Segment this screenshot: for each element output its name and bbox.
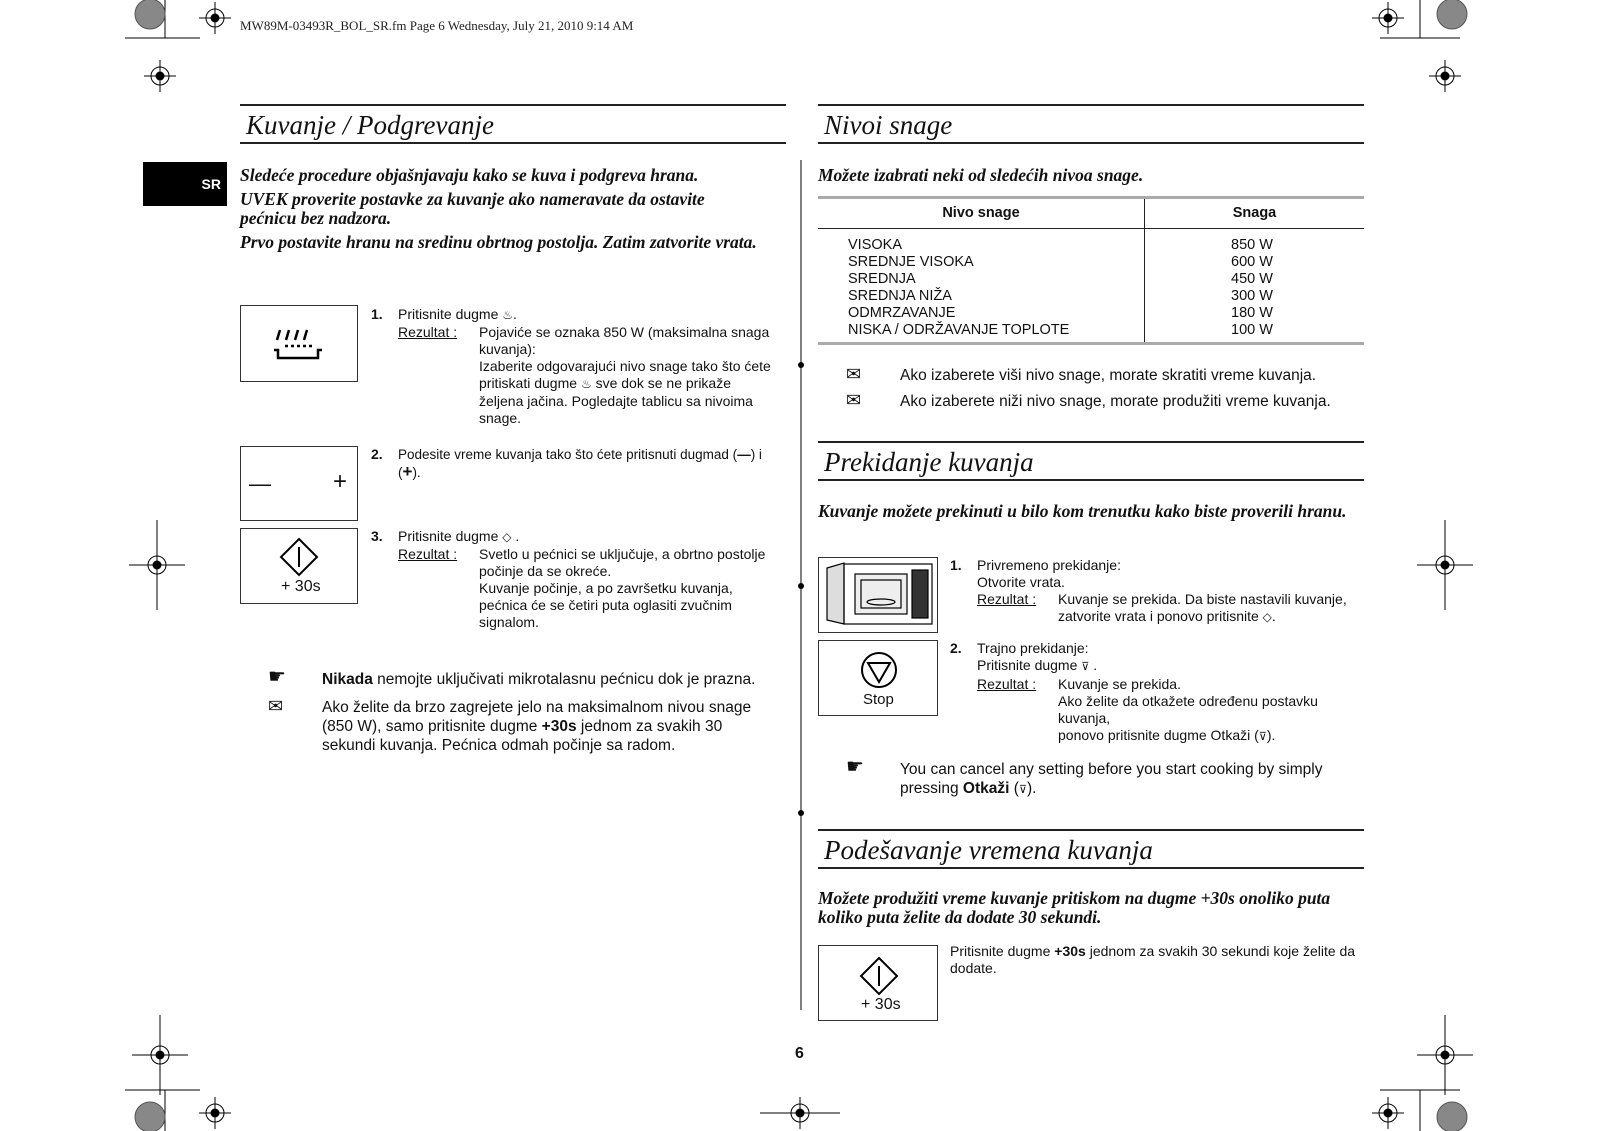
start-label: + 30s <box>861 996 901 1013</box>
result-text: Kuvanje se prekida. <box>1058 676 1181 692</box>
result-text: Pojaviće se oznaka 850 W (maksimalna snaga kuvanja): <box>479 324 770 357</box>
table-row: ODMRZAVANJE <box>848 305 956 321</box>
stop-intro: Kuvanje možete prekinuti u bilo kom trenutku kako biste proverili hranu. <box>818 501 1347 521</box>
center-dot <box>798 362 804 368</box>
step-text: Pritisnite dugme <box>398 306 503 322</box>
page-number: 6 <box>795 1045 804 1062</box>
table-row: 450 W <box>1231 271 1273 287</box>
power-tip-1: Ako izaberete viši nivo snage, morate skratiti vreme kuvanja. <box>900 367 1317 384</box>
stop-button-illustration <box>818 640 938 716</box>
result-text: Izaberite odgovarajući nivo snage tako što ćete pritiskati dugme <box>479 358 771 391</box>
intro-line: Prvo postavite hranu na sredinu obrtnog postolja. Zatim zatvorite vrata. <box>240 232 757 252</box>
level-column <box>848 237 1069 339</box>
table-header-level: Nivo snage <box>818 199 1145 229</box>
intro-line: UVEK proverite postavke za kuvanje ako nameravate da ostavite pećnicu bez nadzora. <box>240 189 705 228</box>
step-text: Trajno prekidanje: <box>977 640 1089 656</box>
stop-icon <box>860 651 898 689</box>
step-number: 3. <box>371 528 383 544</box>
result-label: Rezultat : <box>398 546 458 562</box>
power-table <box>818 196 1364 345</box>
step-text: Pritisnite dugme <box>398 528 503 544</box>
stop-icon: ⊽ <box>1018 784 1027 796</box>
note-text: jednom za svakih 30 sekundi kuvanja. Pećnica odmah počinje sa radom. <box>322 718 723 754</box>
microwave-open-door-icon <box>819 558 937 632</box>
note-text: ( <box>1009 780 1019 797</box>
table-row: VISOKA <box>848 237 902 253</box>
tip-icon: ✉ <box>846 390 862 410</box>
adjust-intro: Možete produžiti vreme kuvanje pritiskom na dugme +30s onoliko puta koliko puta želite da dodate 30 sekundi. <box>818 888 1331 927</box>
step-text: . <box>1093 657 1098 673</box>
step-text: Privremeno prekidanje: <box>977 557 1121 573</box>
intro-line: Sledeće procedure objašnjavaju kako se kuva i podgreva hrana. <box>240 165 699 185</box>
step-text: Podesite vreme kuvanja tako što ćete pritisnuti dugmad ( <box>398 447 738 462</box>
section-title-adjust-time: Podešavanje vremena kuvanja <box>818 829 1364 869</box>
power-tip-2: Ako izaberete niži nivo snage, morate produžiti vreme kuvanja. <box>900 393 1331 410</box>
table-row: 850 W <box>1231 237 1273 253</box>
tip-note <box>322 698 777 755</box>
step-1 <box>398 306 783 427</box>
table-header-power: Snaga <box>1145 199 1364 229</box>
power-column <box>1231 237 1273 339</box>
result-label: Rezultat : <box>977 676 1037 692</box>
step-text: Pritisnite dugme <box>950 943 1055 959</box>
plus-icon: + <box>333 468 348 495</box>
table-row: SREDNJA <box>848 271 916 287</box>
step-number: 2. <box>371 446 383 462</box>
start-icon: ◇ <box>502 530 512 544</box>
result-label: Rezultat : <box>977 591 1037 607</box>
stop-step-2 <box>977 640 1367 746</box>
section-title-stop-cooking: Prekidanje kuvanja <box>818 441 1364 481</box>
result-text: Kuvanje počinje, a po završetku kuvanja, pećnica će se četiri puta oglasiti zvučnim signalom. <box>479 580 733 630</box>
power-level-icon <box>241 306 359 383</box>
step-text: jednom za svakih 30 sekundi koje želite da dodate. <box>950 943 1356 976</box>
table-row: SREDNJE VISOKA <box>848 254 974 270</box>
result-label: Rezultat : <box>398 324 458 340</box>
result-text: Svetlo u pećnici se uključuje, a obrtno postolje počinje da se okreće. <box>479 546 766 579</box>
start-label: + 30s <box>281 578 321 595</box>
table-row: 600 W <box>1231 254 1273 270</box>
start-icon <box>859 956 899 996</box>
tip-icon: ✉ <box>268 696 284 716</box>
result-text: ponovo pritisnite dugme Otkaži ( <box>1058 727 1259 743</box>
center-dot <box>798 583 804 589</box>
table-row: 300 W <box>1231 288 1273 304</box>
cancel-note <box>900 760 1360 800</box>
note-text: You can cancel any setting before you start cooking by simply pressing <box>900 761 1323 797</box>
open-door-illustration <box>818 557 938 633</box>
start-icon: ◇ <box>1262 610 1272 624</box>
table-row: SREDNJA NIŽA <box>848 288 952 304</box>
tip-icon: ✉ <box>846 364 862 384</box>
minus-icon: — <box>737 447 751 462</box>
section-title-cooking: Kuvanje / Podgrevanje <box>240 104 786 144</box>
note-text: Ako želite da brzo zagrejete jelo na maksimalnom nivou snage (850 W), samo pritisnite dugme <box>322 699 752 735</box>
add-30s-button-illustration <box>818 945 938 1021</box>
section-title-power-levels: Nivoi snage <box>818 104 1364 144</box>
step-2 <box>398 446 786 481</box>
power-level-button-illustration <box>240 305 358 382</box>
note-bold: +30s <box>541 718 577 735</box>
time-buttons-illustration <box>240 446 358 521</box>
pointing-hand-icon: ☛ <box>846 756 864 778</box>
table-row: 180 W <box>1231 305 1273 321</box>
cooking-intro <box>240 166 760 257</box>
power-intro: Možete izabrati neki od sledećih nivoa snage. <box>818 165 1144 185</box>
plus-icon: + <box>402 462 413 481</box>
step-text: . <box>515 528 520 544</box>
adjust-text <box>950 943 1365 977</box>
start-icon <box>279 537 319 577</box>
result-text: sve dok se ne prikaže željena jačina. Pogledajte tablicu sa nivoima snage. <box>479 375 753 426</box>
table-row: 100 W <box>1231 322 1273 338</box>
power-level-icon: ♨ <box>580 377 592 391</box>
step-text: ) i ( <box>398 447 762 480</box>
center-dot <box>798 810 804 816</box>
language-tab: SR <box>143 162 227 206</box>
table-row: NISKA / ODRŽAVANJE TOPLOTE <box>848 322 1070 338</box>
step-text: ). <box>412 465 421 480</box>
result-text: Ako želite da otkažete određenu postavku kuvanja, <box>1058 693 1318 726</box>
start-button-illustration <box>240 528 358 604</box>
step-3 <box>398 528 786 631</box>
stop-step-1 <box>977 557 1367 626</box>
step-number: 1. <box>371 306 383 322</box>
result-text: . <box>1271 608 1276 624</box>
note-text: ). <box>1026 780 1037 797</box>
step-number: 2. <box>950 640 962 656</box>
note-bold: Nikada <box>322 671 373 688</box>
minus-icon: — <box>249 471 271 496</box>
result-text: Kuvanje se prekida. Da biste nastavili kuvanje, zatvorite vrata i ponovo pritisnite <box>1058 591 1347 624</box>
step-text: . <box>513 306 517 322</box>
stop-label: Stop <box>863 691 894 708</box>
result-text: ). <box>1266 727 1276 743</box>
stop-icon: ⊽ <box>1081 661 1090 673</box>
power-level-icon: ♨ <box>502 308 514 322</box>
stop-icon: ⊽ <box>1258 731 1267 743</box>
step-number: 1. <box>950 557 962 573</box>
warning-note <box>322 670 782 689</box>
note-text: nemojte uključivati mikrotalasnu pećnicu dok je prazna. <box>372 671 756 688</box>
step-text: Otvorite vrata. <box>977 574 1065 590</box>
step-text: Pritisnite dugme <box>977 657 1082 673</box>
file-header: MW89M-03493R_BOL_SR.fm Page 6 Wednesday, July 21, 2010 9:14 AM <box>240 18 634 33</box>
step-bold: +30s <box>1054 943 1086 959</box>
note-bold: Otkaži <box>962 780 1010 797</box>
pointing-hand-icon: ☛ <box>268 666 286 688</box>
